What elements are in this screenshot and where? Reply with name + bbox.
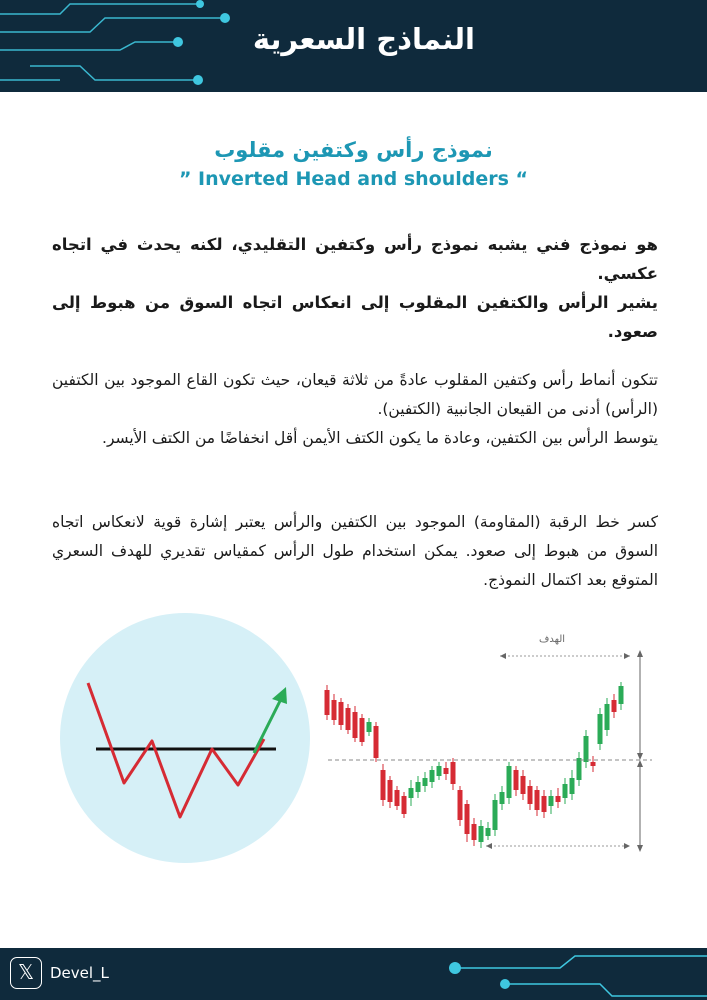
arrow-left-icon — [500, 653, 506, 659]
target-label: الهدف — [538, 634, 566, 645]
candle-body — [458, 790, 463, 820]
candle-body — [556, 796, 561, 802]
formation-paragraph — [52, 366, 658, 453]
candle-body — [346, 708, 351, 730]
candle-body — [479, 826, 484, 842]
candle-body — [332, 700, 337, 720]
candle-body — [339, 702, 344, 725]
candle-body — [416, 782, 421, 792]
candle-body — [493, 800, 498, 830]
candle-body — [437, 766, 442, 776]
candle-body — [451, 762, 456, 784]
candle-body — [486, 828, 491, 836]
author-handle: Devel_L — [50, 964, 109, 982]
candlestick-chart — [318, 630, 658, 855]
intro-paragraph — [52, 230, 658, 346]
intro-line: يشير الرأس والكتفين المقلوب إلى انعكاس اتجاه السوق من هبوط إلى صعود. — [52, 293, 658, 341]
candle-body — [514, 770, 519, 790]
arrow-up-icon — [637, 650, 643, 657]
candle-body — [591, 762, 596, 766]
arrow-down-icon — [637, 845, 643, 852]
candle-body — [598, 714, 603, 744]
candle-body — [584, 736, 589, 762]
candle-body — [381, 770, 386, 800]
candle-body — [528, 786, 533, 804]
candle-body — [374, 726, 379, 758]
candle-body — [444, 768, 449, 774]
candle-body — [423, 778, 428, 786]
candle-body — [472, 824, 477, 840]
candle-body — [409, 788, 414, 798]
candle-body — [367, 722, 372, 732]
intro-line: هو نموذج فني يشبه نموذج رأس وكتفين التقليدي، لكنه يحدث في اتجاه عكسي. — [52, 235, 658, 283]
candle-body — [521, 776, 526, 794]
candle-body — [360, 718, 365, 742]
candle-body — [402, 796, 407, 814]
formation-line: يتوسط الرأس بين الكتفين، وعادة ما يكون الكتف الأيمن أقل انخفاضًا من الكتف الأيسر. — [102, 429, 658, 447]
pattern-schematic — [60, 613, 310, 863]
candle-body — [388, 780, 393, 802]
candle-body — [563, 784, 568, 798]
pattern-title-arabic: نموذج رأس وكتفين مقلوب — [214, 138, 493, 162]
candle-body — [619, 686, 624, 704]
candle-body — [612, 700, 617, 712]
candle-body — [465, 804, 470, 834]
candle-body — [605, 704, 610, 730]
arrow-right-icon — [624, 653, 630, 659]
formation-line: تتكون أنماط رأس وكتفين المقلوب عادةً من ثلاثة قيعان، حيث تكون القاع الموجود بين الكتفين (الرأس) أدنى من القيعان الجانبية (الكتفين). — [52, 371, 658, 418]
candle-body — [577, 758, 582, 780]
candle-body — [325, 690, 330, 715]
page-title: النماذج السعرية — [252, 22, 475, 56]
arrow-up-icon — [637, 760, 643, 767]
arrow-down-icon — [637, 753, 643, 760]
schematic-background-circle — [60, 613, 310, 863]
neckline-paragraph: كسر خط الرقبة (المقاومة) الموجود بين الكتفين والرأس يعتبر إشارة قوية لانعكاس اتجاه السوق من هبوط إلى صعود. يمكن استخدام طول الرأس كمقياس تقديري للهدف السعري المتوقع بعد اكتمال النموذج. — [52, 513, 658, 589]
candle-body — [507, 766, 512, 798]
pattern-title-english: ” Inverted Head and shoulders “ — [178, 168, 529, 190]
candle-body — [549, 796, 554, 806]
candle-body — [542, 796, 547, 812]
arrow-left-icon — [486, 843, 492, 849]
header-banner — [0, 0, 707, 92]
candle-body — [535, 790, 540, 810]
candle-body — [353, 712, 358, 738]
candle-body — [430, 770, 435, 782]
candle-body — [395, 790, 400, 806]
candle-body — [500, 792, 505, 804]
arrow-right-icon — [624, 843, 630, 849]
x-logo-icon: 𝕏 — [10, 957, 42, 989]
candle-body — [570, 778, 575, 794]
